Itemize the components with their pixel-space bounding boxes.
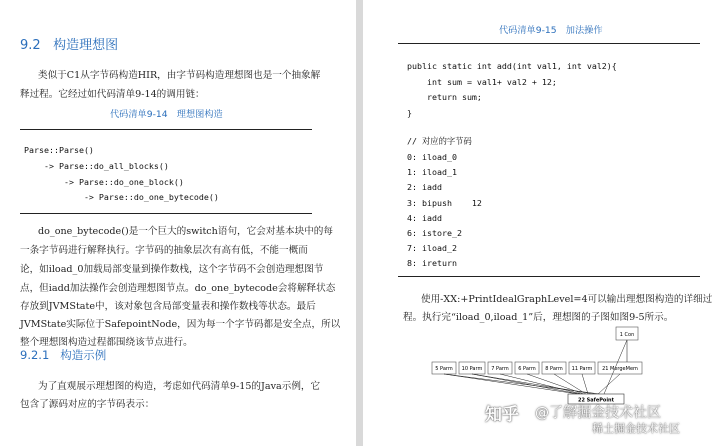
ideal-graph-diagram [428, 325, 678, 405]
paragraph-line: 存放到JVMState中，该对象包含局部变量表和操作数栈等状态。最后 [20, 301, 316, 312]
graph-node-label: 5 Parm [435, 366, 453, 372]
paragraph-line: 一条字节码进行解释执行。字节码的抽象层次有高有低，不能一概而 [20, 245, 308, 256]
graph-node-label: 7 Parm [491, 366, 509, 372]
bytecode-line: 1: iload_1 [407, 167, 457, 177]
section-number: 9.2 [20, 38, 41, 53]
paragraph-line: 点，但iadd加法操作会创造理想图节点。do_one_bytecode会将解释状态 [20, 283, 336, 294]
code-line: } [407, 108, 412, 118]
paragraph-line: 程。执行完“iload_0,iload_1”后，理想图的子图如图9-5所示。 [403, 312, 674, 323]
right-page [363, 0, 720, 446]
paragraph-line: 论，如iload_0加载局部变量到操作数栈，这个字节码不会创造理想图节 [20, 264, 324, 275]
code-line: -> Parse::do_one_block() [24, 177, 184, 187]
graph-node-label: 8 Parm [545, 366, 563, 372]
code-rule-top [398, 43, 700, 44]
graph-node-safepoint-label: 22 SafePoint [577, 397, 615, 404]
code-line: return sum; [407, 92, 482, 102]
paragraph-line: 包含了源码对应的字节码表示： [20, 399, 155, 410]
code-rule-top [20, 129, 312, 130]
listing-caption: 代码清单9-14 理想图构造 [110, 109, 223, 120]
bytecode-line: 8: ireturn [407, 258, 457, 268]
graph-node-con-label: 1 Con [619, 332, 635, 338]
graph-node-label: 11 Parm [571, 366, 593, 372]
left-page [0, 0, 356, 446]
bytecode-line: 0: iload_0 [407, 152, 457, 162]
bytecode-line: 7: iload_2 [407, 243, 457, 253]
graph-node-label: 21 MergeMem [602, 366, 638, 372]
code-line: Parse::Parse() [24, 145, 94, 155]
watermark-shadow-text: 稀土掘金技术社区 [592, 422, 680, 435]
bytecode-line: 2: iadd [407, 182, 442, 192]
code-line: int sum = val1+ val2 + 12; [407, 77, 557, 87]
bytecode-line: 4: iadd [407, 213, 442, 223]
watermark-handle: @了解掘金技术社区 [535, 405, 661, 421]
paragraph-line: 为了直观展示理想图的构造，考虑如代码清单9-15的Java示例，它 [38, 381, 321, 392]
paragraph-line: JVMState实际位于SafepointNode，因为每一个字节码都是安全点，所以 [20, 319, 341, 330]
bytecode-line: 3: bipush 12 [407, 198, 482, 208]
paragraph-line: 释过程。它经过如代码清单9-14的调用链： [20, 89, 205, 100]
listing-caption: 代码清单9-15 加法操作 [499, 25, 603, 36]
code-line: public static int add(int val1, int val2){ [407, 61, 617, 71]
paragraph-line: 整个理想图构造过程都围绕该节点进行。 [20, 337, 193, 348]
subsection-number: 9.2.1 [20, 348, 50, 362]
paragraph-line: 类似于C1从字节码构造HIR，由字节码构造理想图也是一个抽象解 [38, 70, 321, 81]
code-rule-bottom [398, 276, 700, 277]
code-comment: // 对应的字节码 [407, 136, 472, 146]
zhihu-logo: 知乎 [485, 405, 519, 425]
paragraph-line: 使用-XX:+PrintIdealGraphLevel=4可以输出理想图构造的详细过 [421, 294, 713, 305]
graph-node-label: 6 Parm [518, 366, 536, 372]
code-line: -> Parse::do_all_blocks() [24, 161, 169, 171]
code-rule-bottom [20, 213, 312, 214]
subsection-heading [20, 347, 106, 363]
bytecode-line: 6: istore_2 [407, 228, 462, 238]
code-line: -> Parse::do_one_bytecode() [24, 192, 219, 202]
paragraph-line: do_one_bytecode()是一个巨大的switch语句，它会对基本块中的每 [38, 226, 333, 237]
section-heading [20, 34, 118, 53]
section-title: 构造理想图 [53, 38, 119, 53]
graph-node-label: 10 Parm [461, 366, 483, 372]
subsection-title: 构造示例 [60, 348, 107, 362]
